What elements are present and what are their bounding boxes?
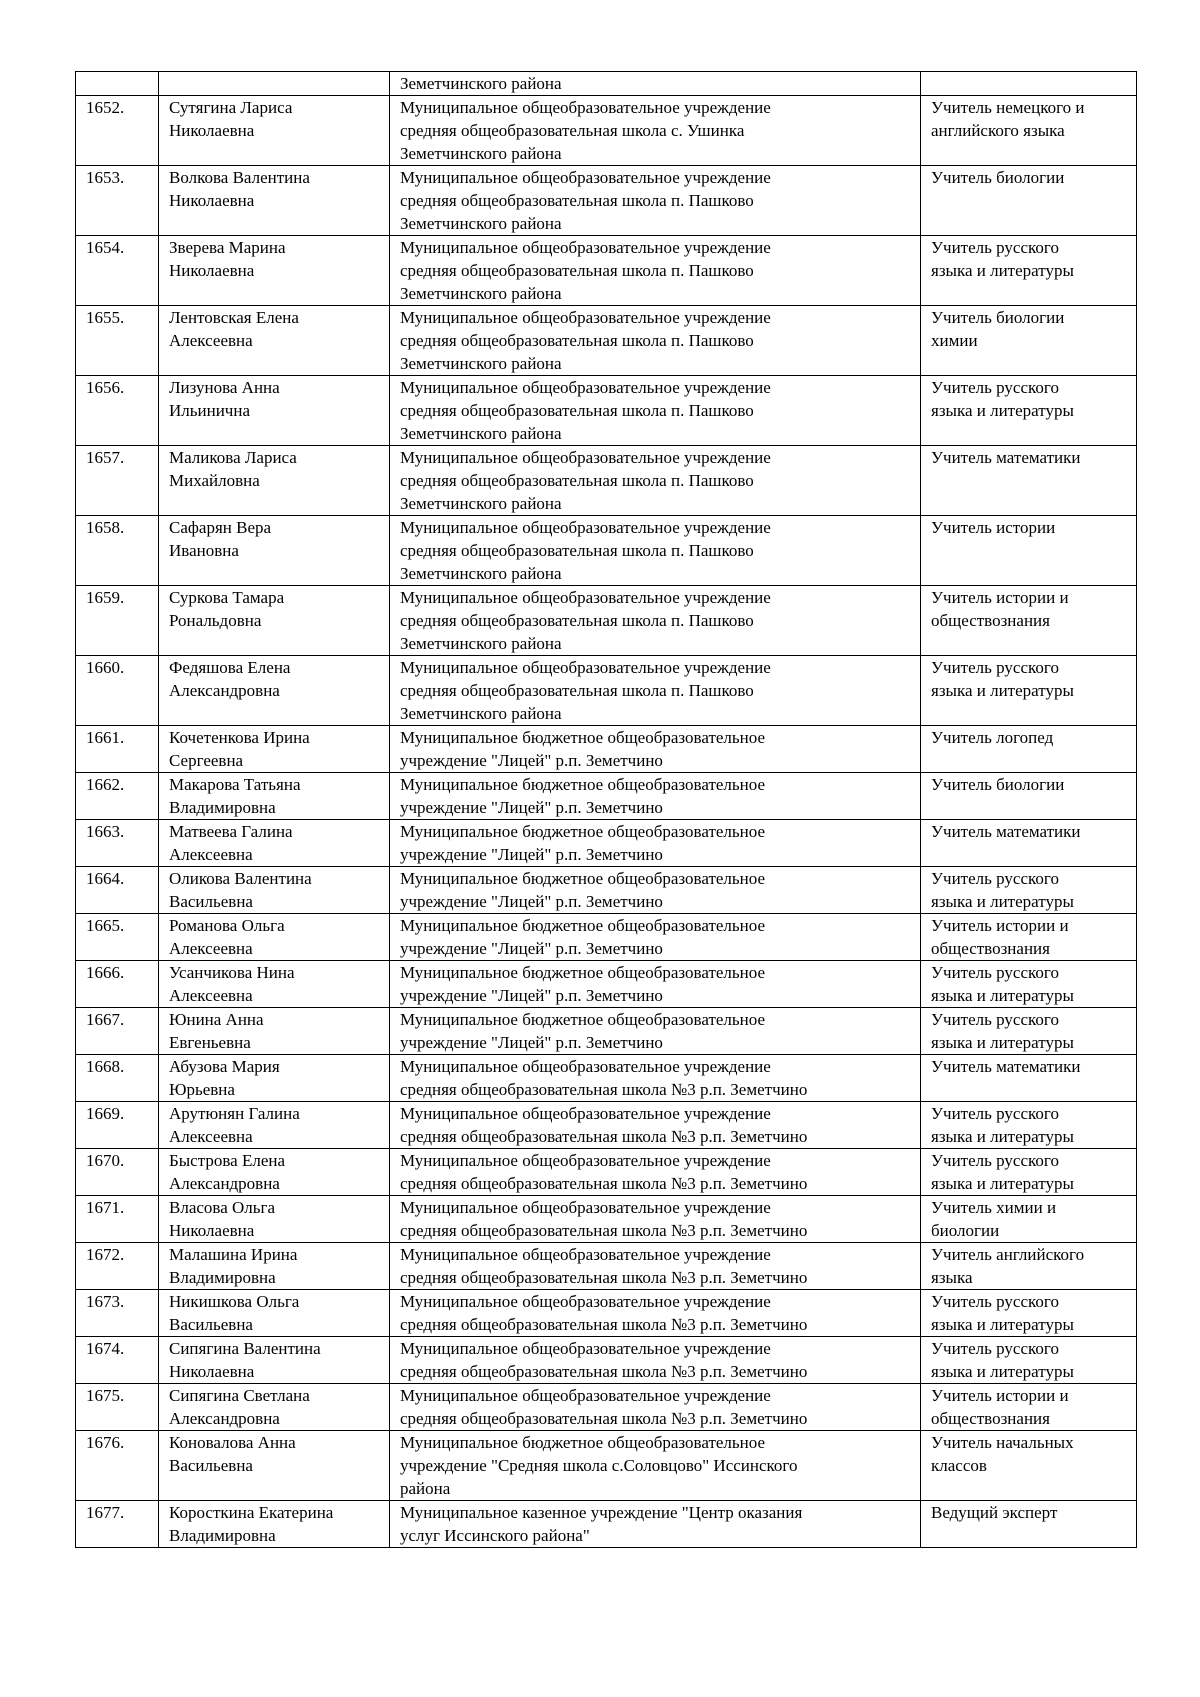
row-number-cell: 1665. [76,914,159,961]
row-number-cell: 1675. [76,1384,159,1431]
institution-cell: Муниципальное общеобразовательное учреждение средняя общеобразовательная школа п. Пашково Земетчинского района [390,376,921,446]
position-cell: Учитель русского языка и литературы [921,236,1137,306]
teacher-name-cell: Никишкова Ольга Васильевна [159,1290,390,1337]
position-cell: Учитель русского языка и литературы [921,961,1137,1008]
row-number-cell: 1673. [76,1290,159,1337]
institution-cell: Муниципальное общеобразовательное учреждение средняя общеобразовательная школа п. Пашково Земетчинского района [390,236,921,306]
row-number-cell: 1672. [76,1243,159,1290]
table-row [76,1196,1137,1243]
row-number-cell: 1667. [76,1008,159,1055]
teacher-name-cell: Усанчикова Нина Алексеевна [159,961,390,1008]
table-row [76,376,1137,446]
institution-cell: Муниципальное общеобразовательное учреждение средняя общеобразовательная школа п. Пашково Земетчинского района [390,516,921,586]
table-row [76,914,1137,961]
row-number-cell: 1676. [76,1431,159,1501]
table-row [76,96,1137,166]
institution-cell: Муниципальное общеобразовательное учреждение средняя общеобразовательная школа №3 р.п. Земетчино [390,1196,921,1243]
position-cell [921,72,1137,96]
position-cell: Учитель биологии [921,166,1137,236]
row-number-cell: 1659. [76,586,159,656]
position-cell: Учитель математики [921,446,1137,516]
table-body [76,72,1137,1548]
table-row [76,1055,1137,1102]
row-number-cell: 1670. [76,1149,159,1196]
position-cell: Учитель русского языка и литературы [921,656,1137,726]
position-cell: Учитель истории и обществознания [921,586,1137,656]
table-row [76,1384,1137,1431]
teacher-name-cell: Матвеева Галина Алексеевна [159,820,390,867]
table-row [76,820,1137,867]
row-number-cell: 1662. [76,773,159,820]
row-number-cell: 1677. [76,1501,159,1548]
position-cell: Учитель английского языка [921,1243,1137,1290]
teacher-name-cell: Федяшова Елена Александровна [159,656,390,726]
position-cell: Учитель русского языка и литературы [921,1102,1137,1149]
table-row [76,1337,1137,1384]
teacher-name-cell: Лентовская Елена Алексеевна [159,306,390,376]
teacher-name-cell: Волкова Валентина Николаевна [159,166,390,236]
table-row [76,1102,1137,1149]
institution-cell: Муниципальное бюджетное общеобразовательное учреждение "Лицей" р.п. Земетчино [390,961,921,1008]
row-number-cell: 1658. [76,516,159,586]
position-cell: Учитель математики [921,820,1137,867]
row-number-cell: 1655. [76,306,159,376]
table-row [76,1243,1137,1290]
position-cell: Учитель русского языка и литературы [921,1149,1137,1196]
position-cell: Учитель немецкого и английского языка [921,96,1137,166]
position-cell: Учитель истории и обществознания [921,1384,1137,1431]
teacher-name-cell: Сипягина Светлана Александровна [159,1384,390,1431]
position-cell: Учитель биологии химии [921,306,1137,376]
position-cell: Учитель химии и биологии [921,1196,1137,1243]
teacher-name-cell: Сутягина Лариса Николаевна [159,96,390,166]
position-cell: Учитель русского языка и литературы [921,1337,1137,1384]
table-row [76,306,1137,376]
table-row [76,1149,1137,1196]
table-row [76,1501,1137,1548]
institution-cell: Муниципальное общеобразовательное учреждение средняя общеобразовательная школа п. Пашково Земетчинского района [390,166,921,236]
teacher-name-cell: Суркова Тамара Рональдовна [159,586,390,656]
teacher-name-cell [159,72,390,96]
position-cell: Учитель биологии [921,773,1137,820]
institution-cell: Муниципальное общеобразовательное учреждение средняя общеобразовательная школа п. Пашково Земетчинского района [390,446,921,516]
teacher-name-cell: Малашина Ирина Владимировна [159,1243,390,1290]
teachers-table [75,71,1137,1548]
teacher-name-cell: Лизунова Анна Ильинична [159,376,390,446]
institution-cell: Муниципальное общеобразовательное учреждение средняя общеобразовательная школа с. Ушинка Земетчинского района [390,96,921,166]
position-cell: Учитель истории и обществознания [921,914,1137,961]
institution-cell: Муниципальное бюджетное общеобразовательное учреждение "Средняя школа с.Соловцово" Иссинского района [390,1431,921,1501]
row-number-cell: 1663. [76,820,159,867]
institution-cell: Муниципальное бюджетное общеобразовательное учреждение "Лицей" р.п. Земетчино [390,914,921,961]
position-cell: Учитель начальных классов [921,1431,1137,1501]
row-number-cell: 1661. [76,726,159,773]
teacher-name-cell: Маликова Лариса Михайловна [159,446,390,516]
table-row [76,867,1137,914]
position-cell: Учитель истории [921,516,1137,586]
row-number-cell: 1654. [76,236,159,306]
teacher-name-cell: Кочетенкова Ирина Сергеевна [159,726,390,773]
teacher-name-cell: Власова Ольга Николаевна [159,1196,390,1243]
table-row [76,1008,1137,1055]
table-row [76,72,1137,96]
row-number-cell: 1652. [76,96,159,166]
institution-cell: Муниципальное общеобразовательное учреждение средняя общеобразовательная школа №3 р.п. Земетчино [390,1290,921,1337]
institution-cell: Муниципальное общеобразовательное учреждение средняя общеобразовательная школа №3 р.п. Земетчино [390,1337,921,1384]
teacher-name-cell: Юнина Анна Евгеньевна [159,1008,390,1055]
institution-cell: Муниципальное общеобразовательное учреждение средняя общеобразовательная школа п. Пашково Земетчинского района [390,586,921,656]
institution-cell: Муниципальное общеобразовательное учреждение средняя общеобразовательная школа №3 р.п. Земетчино [390,1055,921,1102]
teacher-name-cell: Абузова Мария Юрьевна [159,1055,390,1102]
table-row [76,446,1137,516]
row-number-cell: 1660. [76,656,159,726]
row-number-cell: 1664. [76,867,159,914]
institution-cell: Муниципальное бюджетное общеобразовательное учреждение "Лицей" р.п. Земетчино [390,726,921,773]
position-cell: Ведущий эксперт [921,1501,1137,1548]
institution-cell: Земетчинского района [390,72,921,96]
institution-cell: Муниципальное казенное учреждение "Центр оказания услуг Иссинского района" [390,1501,921,1548]
institution-cell: Муниципальное бюджетное общеобразовательное учреждение "Лицей" р.п. Земетчино [390,1008,921,1055]
teacher-name-cell: Арутюнян Галина Алексеевна [159,1102,390,1149]
table-row [76,961,1137,1008]
row-number-cell [76,72,159,96]
table-row [76,516,1137,586]
teacher-name-cell: Коновалова Анна Васильевна [159,1431,390,1501]
teacher-name-cell: Романова Ольга Алексеевна [159,914,390,961]
row-number-cell: 1671. [76,1196,159,1243]
position-cell: Учитель логопед [921,726,1137,773]
institution-cell: Муниципальное общеобразовательное учреждение средняя общеобразовательная школа №3 р.п. Земетчино [390,1384,921,1431]
institution-cell: Муниципальное общеобразовательное учреждение средняя общеобразовательная школа п. Пашково Земетчинского района [390,656,921,726]
table-row [76,773,1137,820]
table-row [76,1290,1137,1337]
row-number-cell: 1668. [76,1055,159,1102]
table-row [76,726,1137,773]
position-cell: Учитель математики [921,1055,1137,1102]
row-number-cell: 1653. [76,166,159,236]
teacher-name-cell: Зверева Марина Николаевна [159,236,390,306]
teacher-name-cell: Быстрова Елена Александровна [159,1149,390,1196]
table-row [76,656,1137,726]
row-number-cell: 1669. [76,1102,159,1149]
teacher-name-cell: Оликова Валентина Васильевна [159,867,390,914]
institution-cell: Муниципальное общеобразовательное учреждение средняя общеобразовательная школа №3 р.п. Земетчино [390,1149,921,1196]
table-row [76,586,1137,656]
teacher-name-cell: Сафарян Вера Ивановна [159,516,390,586]
institution-cell: Муниципальное общеобразовательное учреждение средняя общеобразовательная школа п. Пашково Земетчинского района [390,306,921,376]
institution-cell: Муниципальное общеобразовательное учреждение средняя общеобразовательная школа №3 р.п. Земетчино [390,1243,921,1290]
institution-cell: Муниципальное бюджетное общеобразовательное учреждение "Лицей" р.п. Земетчино [390,820,921,867]
position-cell: Учитель русского языка и литературы [921,867,1137,914]
position-cell: Учитель русского языка и литературы [921,376,1137,446]
table-row [76,166,1137,236]
teacher-name-cell: Макарова Татьяна Владимировна [159,773,390,820]
row-number-cell: 1656. [76,376,159,446]
institution-cell: Муниципальное бюджетное общеобразовательное учреждение "Лицей" р.п. Земетчино [390,867,921,914]
position-cell: Учитель русского языка и литературы [921,1290,1137,1337]
row-number-cell: 1666. [76,961,159,1008]
institution-cell: Муниципальное бюджетное общеобразовательное учреждение "Лицей" р.п. Земетчино [390,773,921,820]
institution-cell: Муниципальное общеобразовательное учреждение средняя общеобразовательная школа №3 р.п. Земетчино [390,1102,921,1149]
table-row [76,1431,1137,1501]
position-cell: Учитель русского языка и литературы [921,1008,1137,1055]
teacher-name-cell: Сипягина Валентина Николаевна [159,1337,390,1384]
table-row [76,236,1137,306]
row-number-cell: 1657. [76,446,159,516]
row-number-cell: 1674. [76,1337,159,1384]
teacher-name-cell: Коросткина Екатерина Владимировна [159,1501,390,1548]
